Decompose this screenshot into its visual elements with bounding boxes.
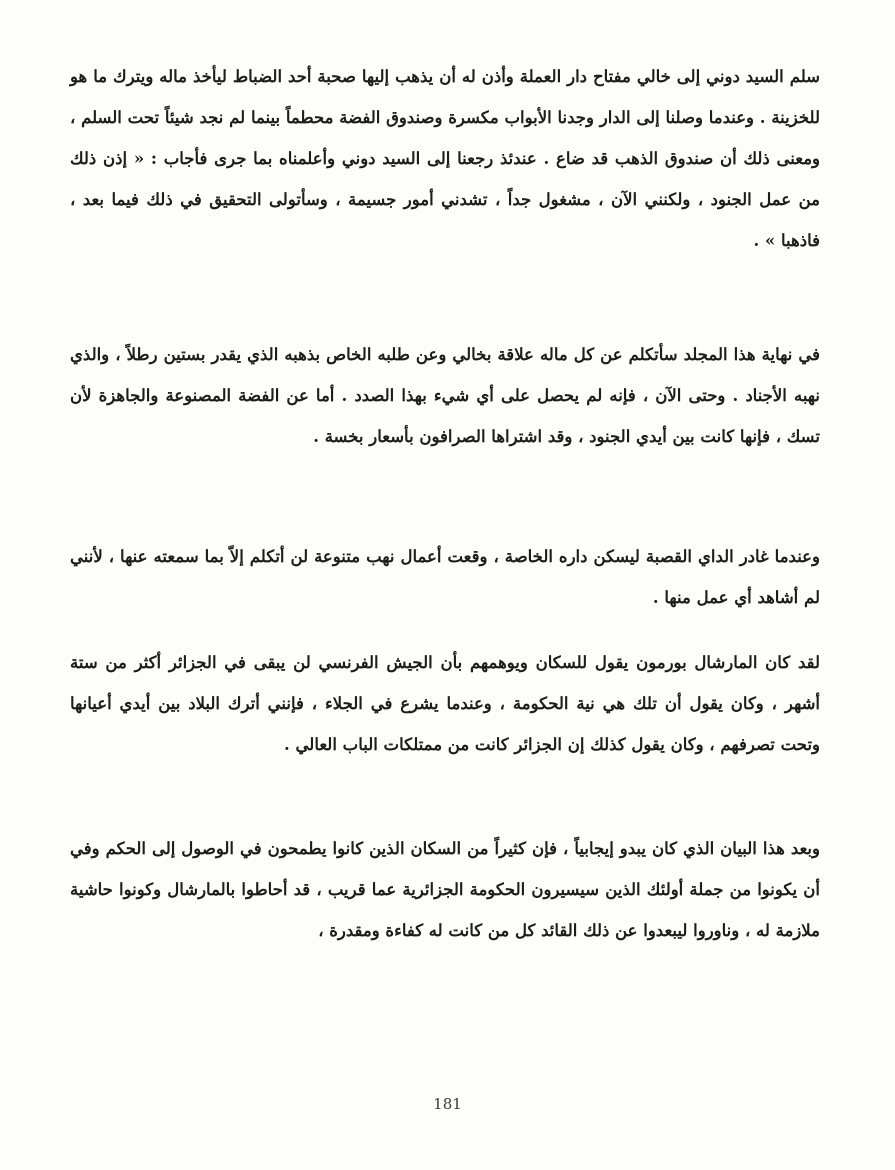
paragraph-2 [70, 334, 820, 457]
paragraph-text: لقد كان المارشال بورمون يقول للسكان ويوهمهم بأن الجيش الفرنسي لن يبقى في الجزائر أكثر من ستة أشهر ، وكان يقول أن تلك هي نية الحكومة ، وعندما يشرع في الجلاء ، فإنني أترك البلاد بين أيدي أعيانها وتحت تصرفهم ، وكان يقول كذلك إن الجزائر كانت من ممتلكات الباب العالي . [70, 653, 820, 754]
paragraph-text: وعندما غادر الداي القصبة ليسكن داره الخاصة ، وقعت أعمال نهب متنوعة لن أتكلم إلاّ بما سمعته عنها ، لأنني لم أشاهد أي عمل منها . [70, 547, 820, 607]
paragraph-text: سلم السيد دوني إلى خالي مفتاح دار العملة وأذن له أن يذهب إليها صحبة أحد الضباط ليأخذ ماله ويترك ما هو للخزينة . وعندما وصلنا إلى الدار وجدنا الأبواب مكسرة وصندوق الفضة محطماً بينما لم نجد شيئاً تحت السلم ، ومعنى ذلك أن صندوق الذهب قد ضاع . عندئذ رجعنا إلى السيد دوني وأعلمناه بما جرى فأجاب : « إذن ذلك من عمل الجنود ، ولكنني الآن ، مشغول جداً ، تشدني أمور جسيمة ، وسأتولى التحقيق في ذلك فيما بعد ، فاذهبا » . [70, 67, 820, 250]
paragraph-3 [70, 536, 820, 618]
paragraph-4 [70, 642, 820, 765]
paragraph-5 [70, 828, 820, 951]
paragraph-text: وبعد هذا البيان الذي كان يبدو إيجابياً ، فإن كثيراً من السكان الذين كانوا يطمحون في الوصول إلى الحكم وفي أن يكونوا من جملة أولئك الذين سيسيرون الحكومة الجزائرية عما قريب ، قد أحاطوا بالمارشال وكونوا حاشية ملازمة له ، وناوروا ليبعدوا عن ذلك القائد كل من كانت له كفاءة ومقدرة ، [70, 839, 820, 940]
paragraph-text: في نهاية هذا المجلد سأتكلم عن كل ماله علاقة بخالي وعن طلبه الخاص بذهبه الذي يقدر بستين رطلاً ، والذي نهبه الأجناد . وحتى الآن ، فإنه لم يحصل على أي شيء بهذا الصدد . أما عن الفضة المصنوعة والجاهزة لأن تسك ، فإنها كانت بين أيدي الجنود ، وقد اشتراها الصرافون بأسعار بخسة . [70, 345, 820, 446]
page-number: 181 [433, 1095, 462, 1113]
paragraph-1 [70, 56, 820, 261]
